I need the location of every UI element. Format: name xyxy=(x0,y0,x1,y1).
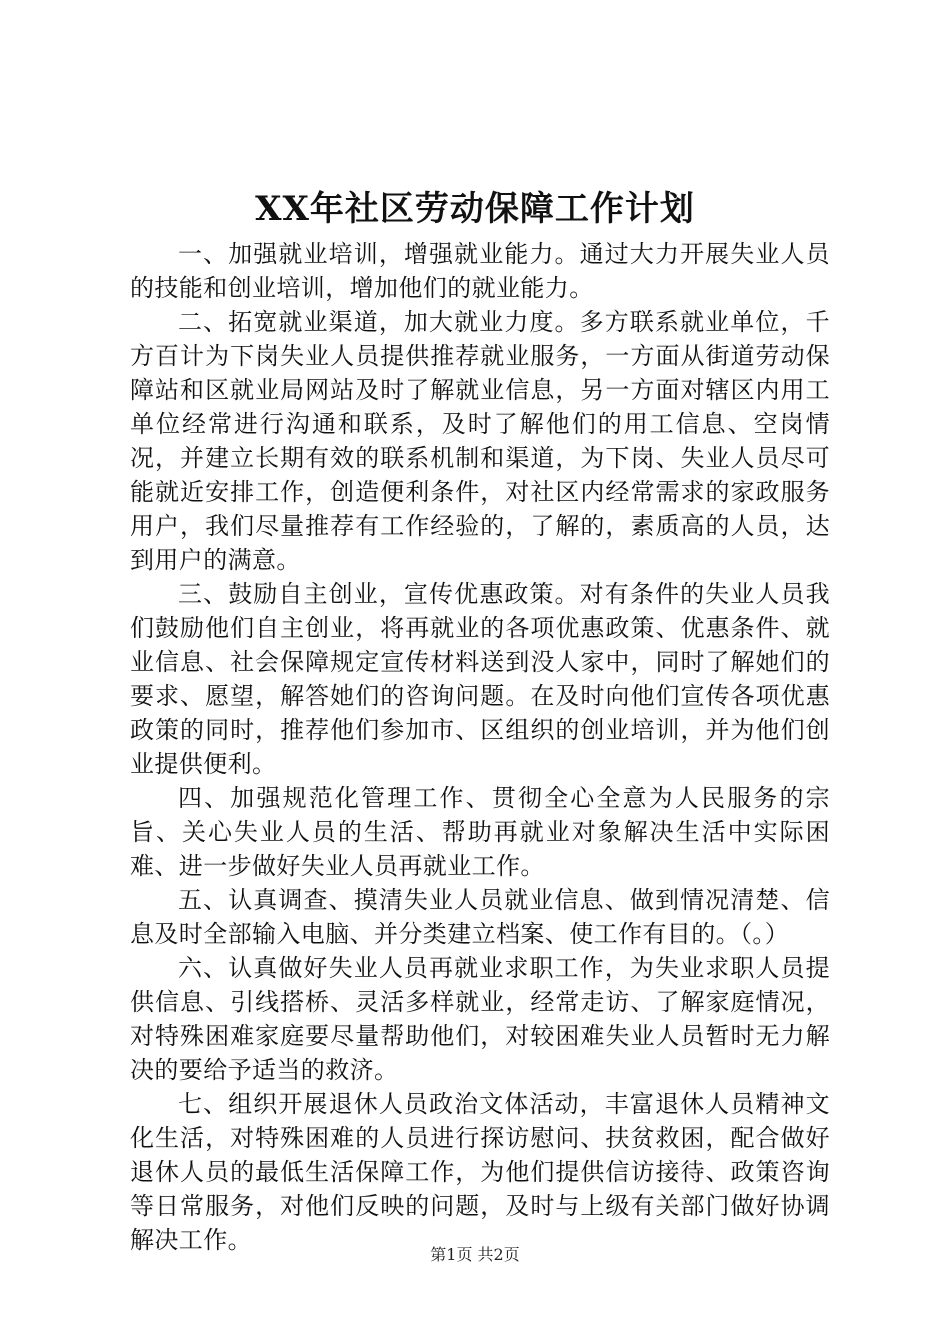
paragraph-4: 四、加强规范化管理工作、贯彻全心全意为人民服务的宗旨、关心失业人员的生活、帮助再就业对象解决生活中实际困难、进一步做好失业人员再就业工作。 xyxy=(130,784,830,880)
paragraph-7: 七、组织开展退休人员政治文体活动，丰富退休人员精神文化生活，对特殊困难的人员进行探访慰问、扶贫救困，配合做好退休人员的最低生活保障工作，为他们提供信访接待、政策咨询等日常服务，对他们反映的问题，及时与上级有关部门做好协调解决工作。 xyxy=(130,1090,830,1254)
paragraph-3: 三、鼓励自主创业，宣传优惠政策。对有条件的失业人员我们鼓励他们自主创业，将再就业的各项优惠政策、优惠条件、就业信息、社会保障规定宣传材料送到没人家中，同时了解她们的要求、愿望，解答她们的咨询问题。在及时向他们宣传各项优惠政策的同时，推荐他们参加市、区组织的创业培训，并为他们创业提供便利。 xyxy=(130,580,830,778)
document-title: XX年社区劳动保障工作计划 xyxy=(255,189,695,229)
paragraph-2: 二、拓宽就业渠道，加大就业力度。多方联系就业单位，千方百计为下岗失业人员提供推荐就业服务，一方面从街道劳动保障站和区就业局网站及时了解就业信息，另一方面对辖区内用工单位经常进行沟通和联系，及时了解他们的用工信息、空岗情况，并建立长期有效的联系机制和渠道，为下岗、失业人员尽可能就近安排工作，创造便利条件，对社区内经常需求的家政服务用户，我们尽量推荐有工作经验的，了解的，素质高的人员，达到用户的满意。 xyxy=(130,308,830,574)
document-body xyxy=(130,237,830,1257)
paragraph-6: 六、认真做好失业人员再就业求职工作，为失业求职人员提供信息、引线搭桥、灵活多样就业，经常走访、了解家庭情况，对特殊困难家庭要尽量帮助他们，对较困难失业人员暂时无力解决的要给予适当的救济。 xyxy=(130,954,830,1084)
paragraph-5: 五、认真调查、摸清失业人员就业信息、做到情况清楚、信息及时全部输入电脑、并分类建立档案、使工作有目的。（。） xyxy=(130,886,830,948)
page-footer: 第1页 共2页 xyxy=(430,1245,520,1264)
paragraph-1: 一、加强就业培训，增强就业能力。通过大力开展失业人员的技能和创业培训，增加他们的就业能力。 xyxy=(130,240,830,302)
